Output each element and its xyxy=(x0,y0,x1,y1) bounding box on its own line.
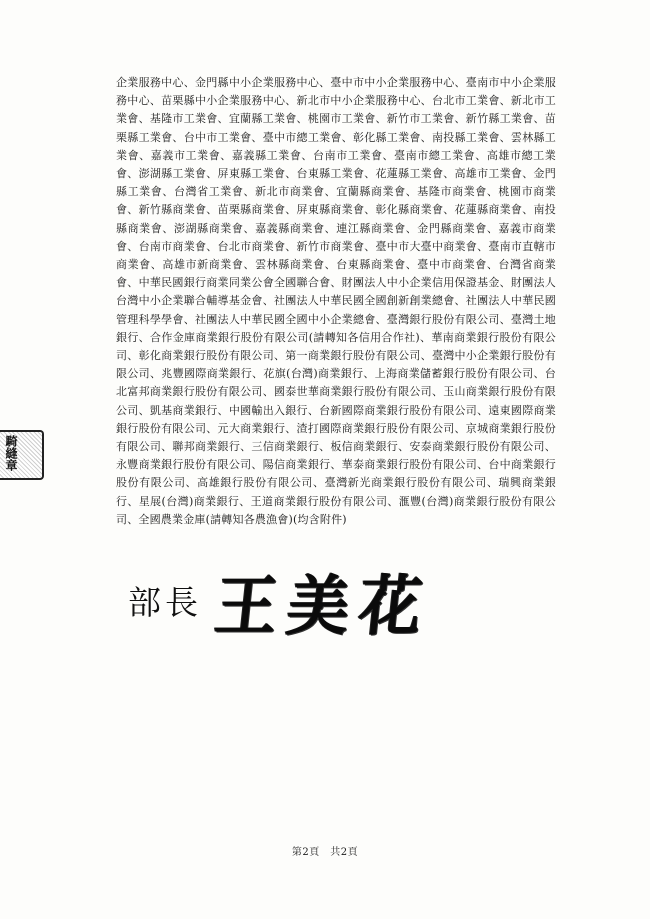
seal-stamp xyxy=(0,430,44,480)
signature-title: 部長 xyxy=(128,582,202,622)
page-number: 第2頁 共2頁 xyxy=(291,847,359,858)
signature-block xyxy=(128,560,436,644)
recipients-list: 企業服務中心、金門縣中小企業服務中心、臺中市中小企業服務中心、臺南市中小企業服務中心、苗栗縣中小企業服務中心、新北市中小企業服務中心、台北市工業會、新北市工業會、基隆市工業會、宜蘭縣工業會、桃園市工業會、新竹市工業會、新竹縣工業會、苗栗縣工業會、台中市工業會、臺中市總工業會、彰化縣工業會、南投縣工業會、雲林縣工業會、嘉義市工業會、嘉義縣工業會、台南市工業會、臺南市總工業會、高雄市總工業會、澎湖縣工業會、屏東縣工業會、台東縣工業會、花蓮縣工業會、高雄市工業會、金門縣工業會、台灣省工業會、新北市商業會、宜蘭縣商業會、基隆市商業會、桃園市商業會、新竹縣商業會、苗栗縣商業會、屏東縣商業會、彰化縣商業會、花蓮縣商業會、南投縣商業會、澎湖縣商業會、嘉義縣商業會、連江縣商業會、金門縣商業會、嘉義市商業會、台南市商業會、台北市商業會、新竹市商業會、臺中市大臺中商業會、臺南市直轄市商業會、高雄市新商業會、雲林縣商業會、台東縣商業會、臺中市商業會、台灣省商業會、中華民國銀行商業同業公會全國聯合會、財團法人中小企業信用保證基金、財團法人台灣中小企業聯合輔導基金會、社團法人中華民國全國創新創業總會、社團法人中華民國管理科學學會、社團法人中華民國全國中小企業總會、臺灣銀行股份有限公司、臺灣土地銀行、合作金庫商業銀行股份有限公司(請轉知各信用合作社)、華南商業銀行股份有限公司、彰化商業銀行股份有限公司、第一商業銀行股份有限公司、臺灣中小企業銀行股份有限公司、兆豐國際商業銀行、花旗(台灣)商業銀行、上海商業儲蓄銀行股份有限公司、台北富邦商業銀行股份有限公司、國泰世華商業銀行股份有限公司、玉山商業銀行股份有限公司、凱基商業銀行、中國輸出入銀行、台新國際商業銀行股份有限公司、遠東國際商業銀行股份有限公司、元大商業銀行、渣打國際商業銀行股份有限公司、京城商業銀行股份有限公司、聯邦商業銀行、三信商業銀行、板信商業銀行、安泰商業銀行股份有限公司、永豐商業銀行股份有限公司、陽信商業銀行、華泰商業銀行股份有限公司、台中商業銀行股份有限公司、高雄銀行股份有限公司、臺灣新光商業銀行股份有限公司、瑞興商業銀行、星展(台灣)商業銀行、王道商業銀行股份有限公司、滙豐(台灣)商業銀行股份有限公司、全國農業金庫(請轉知各農漁會)(均含附件) xyxy=(116,76,556,526)
seal-stamp-text: 騎縫章 xyxy=(4,435,18,471)
minister-signature: 王美花 xyxy=(211,566,436,644)
